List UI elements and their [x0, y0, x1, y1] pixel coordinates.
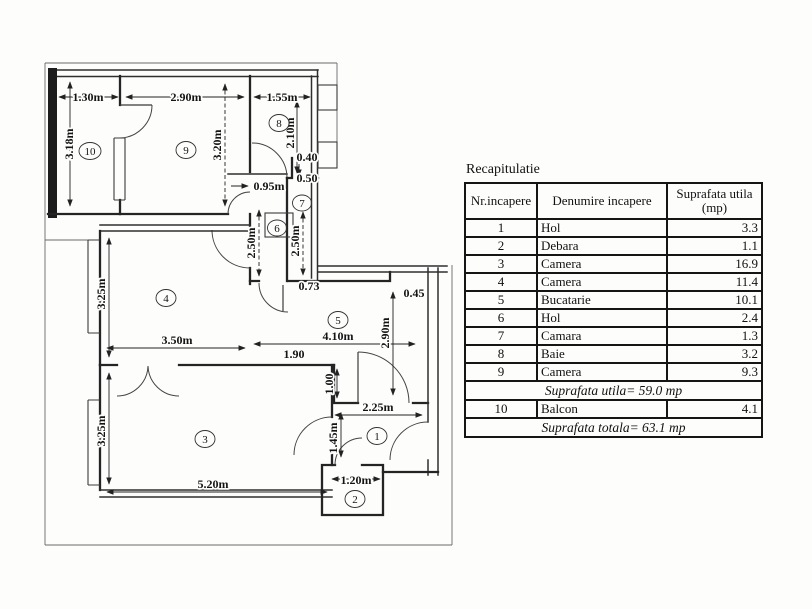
- dim-label: 3.18m: [62, 128, 76, 160]
- subtotal-row: Suprafata utila= 59.0 mp: [465, 381, 762, 400]
- dim-label: 2.50m: [288, 225, 302, 257]
- dim-label: 0.73: [298, 279, 320, 293]
- recap-table: [464, 182, 763, 438]
- header-row: [465, 183, 762, 219]
- dim-label: 2.25m: [362, 400, 394, 414]
- table-row: 3 Camera 16.9: [465, 255, 762, 273]
- dim-label: 1.55m: [266, 90, 298, 104]
- svg-text:5: 5: [335, 315, 341, 327]
- dim-label: 3.25m: [94, 278, 108, 310]
- room-number-1: [367, 428, 387, 445]
- dim-label: 0.45: [403, 286, 425, 300]
- dimension-labels: [62, 90, 425, 491]
- table-row: 9 Camera 9.3: [465, 363, 762, 381]
- table-row: 7 Camara 1.3: [465, 327, 762, 345]
- table-row: 5 Bucatarie 10.1: [465, 291, 762, 309]
- room-number-4: [156, 290, 176, 307]
- svg-text:1: 1: [374, 431, 380, 443]
- room-number-7: [293, 195, 312, 211]
- table-row: 8 Baie 3.2: [465, 345, 762, 363]
- dim-label: 1.90: [283, 347, 305, 361]
- table-row: 1 Hol 3.3: [465, 219, 762, 237]
- header-denumire: Denumire incapere: [537, 183, 667, 219]
- room-number-6: [268, 220, 287, 236]
- room-number-10: [79, 143, 101, 160]
- dim-label: 1.00: [322, 373, 336, 395]
- table-row: 2 Debara 1.1: [465, 237, 762, 255]
- dim-label: 1.45m: [326, 422, 340, 454]
- svg-text:3: 3: [202, 434, 208, 446]
- dim-label: 2.90m: [170, 90, 202, 104]
- dim-label: 0.50: [296, 171, 318, 185]
- dim-label: 5.20m: [197, 477, 229, 491]
- balcony-row: 10 Balcon 4.1: [465, 400, 762, 418]
- duct-shaft: [318, 142, 337, 168]
- dim-label: 3.25m: [94, 415, 108, 447]
- recap-panel: [464, 162, 760, 438]
- recap-title: Recapitulatie: [466, 162, 540, 177]
- dim-label: 2.10m: [283, 117, 297, 149]
- room-number-2: [345, 491, 365, 508]
- dim-label: 2.50m: [244, 227, 258, 259]
- room-number-5: [328, 312, 348, 329]
- balcony-exterior-wall: [48, 68, 57, 218]
- table-row: 4 Camera 11.4: [465, 273, 762, 291]
- svg-text:10: 10: [84, 146, 96, 158]
- room-number-3: [195, 431, 215, 448]
- header-suprafata: Suprafata utila (mp): [667, 183, 762, 219]
- dim-label: 1.30m: [72, 90, 104, 104]
- dim-label: 1.20m: [340, 473, 372, 487]
- dim-label: 3.50m: [161, 333, 193, 347]
- svg-text:9: 9: [183, 145, 189, 157]
- room-number-9: [176, 142, 196, 159]
- svg-text:7: 7: [299, 198, 305, 210]
- dim-label: 4.10m: [322, 329, 354, 343]
- svg-text:4: 4: [163, 293, 169, 305]
- table-row: 6 Hol 2.4: [465, 309, 762, 327]
- svg-text:6: 6: [274, 223, 280, 235]
- dim-label: 0.95m: [253, 179, 285, 193]
- duct-shaft: [318, 85, 337, 110]
- dim-label: 0.40: [296, 150, 318, 164]
- header-nr: Nr.incapere: [465, 183, 537, 219]
- svg-text:2: 2: [352, 494, 358, 506]
- dim-label: 2.90m: [378, 317, 392, 349]
- total-row: Suprafata totala= 63.1 mp: [465, 418, 762, 437]
- svg-text:8: 8: [276, 118, 282, 130]
- dim-label: 3.20m: [210, 129, 224, 161]
